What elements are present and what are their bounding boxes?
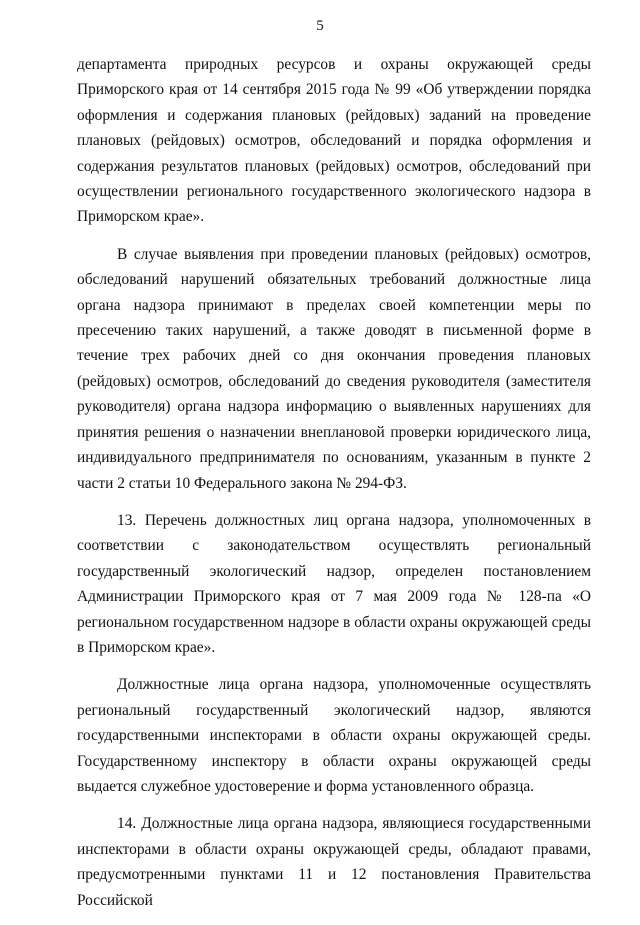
paragraph-item-14: 14. Должностные лица органа надзора, являющиеся государственными инспекторами в области охраны окружающей среды, обладают правами, предусмотренными пунктами 11 и 12 постановления Правительства Российской: [77, 815, 591, 909]
paragraph-continuation: департамента природных ресурсов и охраны окружающей среды Приморского края от 14 сентября 2015 года № 99 «Об утверждении порядка оформления и содержания плановых (рейдовых) заданий на проведение плановых (рейдовых) осмотров, обследований и порядка оформления и содержания результатов плановых (рейдовых) осмотров, обследований при осуществлении регионального государственного экологического надзора в Приморском крае».: [77, 56, 591, 226]
paragraph-item-13: 13. Перечень должностных лиц органа надзора, уполномоченных в соответствии с законодательством осуществлять региональный государственный экологический надзор, определен постановлением Администрации Приморского края от 7 мая 2009 года № 128-па «О региональном государственном надзоре в области охраны окружающей среды в Приморском крае».: [77, 511, 591, 656]
paragraph-violations-procedure: В случае выявления при проведении плановых (рейдовых) осмотров, обследований нарушений обязательных требований должностные лица органа надзора принимают в пределах своей компетенции меры по пресечению таких нарушений, а также доводят в письменной форме в течение трех рабочих дней со дня окончания проведения плановых (рейдовых) осмотров, обследований до сведения руководителя (заместителя руководителя) органа надзора информацию о выявленных нарушениях для принятия решения о назначении внеплановой проверки юридического лица, индивидуального предпринимателя по основаниям, указанным в пункте 2 части 2 статьи 10 Федерального закона № 294-ФЗ.: [77, 245, 591, 492]
paragraph-inspectors-status: Должностные лица органа надзора, уполномоченные осуществлять региональный государственный экологический надзор, являются государственными инспекторами в области охраны окружающей среды. Государственному инспектору в области охраны окружающей среды выдается служебное удостоверение и форма установленного образца.: [77, 676, 591, 795]
page-number: 5: [316, 18, 324, 34]
document-body: [77, 52, 591, 925]
